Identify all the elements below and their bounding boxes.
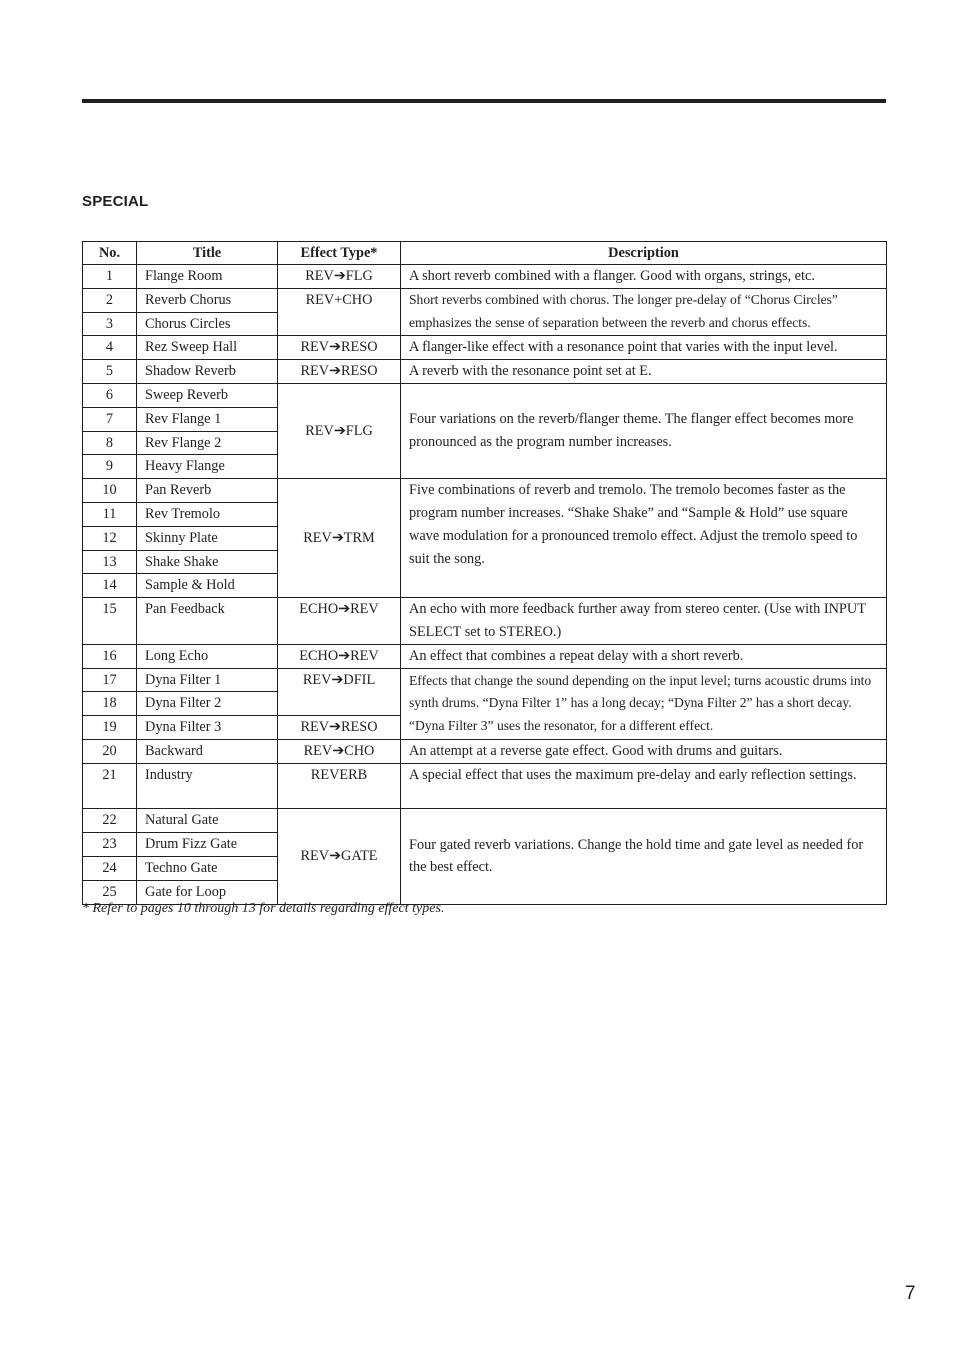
cell-title: Backward [137, 739, 278, 763]
cell-no: 1 [83, 265, 137, 289]
table-row [83, 763, 887, 809]
cell-title: Long Echo [137, 644, 278, 668]
cell-title: Dyna Filter 1 [137, 668, 278, 692]
table-row [83, 479, 887, 503]
cell-title: Drum Fizz Gate [137, 833, 278, 857]
cell-no: 23 [83, 833, 137, 857]
cell-no: 12 [83, 526, 137, 550]
table-row [83, 739, 887, 763]
cell-no: 19 [83, 716, 137, 740]
cell-no: 14 [83, 574, 137, 598]
table-row [83, 336, 887, 360]
cell-no: 2 [83, 288, 137, 312]
cell-no: 10 [83, 479, 137, 503]
section-heading: SPECIAL [82, 193, 149, 210]
cell-effect-type: REV➔TRM [278, 479, 401, 598]
cell-no: 16 [83, 644, 137, 668]
cell-effect-type: REV➔GATE [278, 809, 401, 904]
cell-description: A short reverb combined with a flanger. Good with organs, strings, etc. [401, 265, 887, 289]
cell-no: 9 [83, 455, 137, 479]
header-title: Title [137, 242, 278, 265]
cell-description: An attempt at a reverse gate effect. Good with drums and guitars. [401, 739, 887, 763]
header-no: No. [83, 242, 137, 265]
cell-effect-type: REV➔RESO [278, 360, 401, 384]
table-row [83, 383, 887, 407]
cell-no: 7 [83, 407, 137, 431]
cell-description: Four gated reverb variations. Change the hold time and gate level as needed for the best effect. [401, 809, 887, 904]
table-row [83, 668, 887, 692]
cell-effect-type: REV➔CHO [278, 739, 401, 763]
cell-no: 21 [83, 763, 137, 809]
cell-title: Pan Feedback [137, 598, 278, 645]
program-table [82, 241, 887, 905]
cell-description: A special effect that uses the maximum pre-delay and early reflection settings. [401, 763, 887, 809]
cell-effect-type: REV➔RESO [278, 336, 401, 360]
cell-title: Rez Sweep Hall [137, 336, 278, 360]
cell-no: 11 [83, 502, 137, 526]
cell-effect-type: ECHO➔REV [278, 644, 401, 668]
cell-no: 4 [83, 336, 137, 360]
cell-effect-type: REVERB [278, 763, 401, 809]
cell-title: Pan Reverb [137, 479, 278, 503]
table-row [83, 809, 887, 833]
cell-no: 6 [83, 383, 137, 407]
cell-no: 8 [83, 431, 137, 455]
cell-description: A reverb with the resonance point set at E. [401, 360, 887, 384]
table-row [83, 265, 887, 289]
cell-effect-type: REV➔DFIL [278, 668, 401, 716]
cell-description: Four variations on the reverb/flanger theme. The flanger effect becomes more pronounced as the program number increases. [401, 383, 887, 478]
cell-effect-type: ECHO➔REV [278, 598, 401, 645]
cell-no: 25 [83, 880, 137, 904]
footnote: * Refer to pages 10 through 13 for details regarding effect types. [82, 901, 445, 916]
cell-title: Reverb Chorus [137, 288, 278, 312]
cell-no: 3 [83, 312, 137, 336]
cell-description: Five combinations of reverb and tremolo. The tremolo becomes faster as the program number increases. “Shake Shake” and “Sample & Hold” use square wave modulation for a pronounced tremolo effect. Adjust the tremolo speed to suit the song. [401, 479, 887, 598]
table-header-row [83, 242, 887, 265]
cell-description: An echo with more feedback further away from stereo center. (Use with INPUT SELECT set to STEREO.) [401, 598, 887, 645]
cell-no: 20 [83, 739, 137, 763]
header-effect-type: Effect Type* [278, 242, 401, 265]
top-rule [82, 99, 886, 103]
cell-title: Rev Flange 2 [137, 431, 278, 455]
cell-title: Industry [137, 763, 278, 809]
cell-description: Short reverbs combined with chorus. The longer pre-delay of “Chorus Circles” emphasizes the sense of separation between the reverb and chorus effects. [401, 288, 887, 336]
table-row [83, 360, 887, 384]
cell-title: Flange Room [137, 265, 278, 289]
cell-no: 24 [83, 856, 137, 880]
cell-title: Natural Gate [137, 809, 278, 833]
page-number: 7 [905, 1283, 916, 1304]
table-row [83, 644, 887, 668]
cell-effect-type: REV➔FLG [278, 265, 401, 289]
cell-no: 5 [83, 360, 137, 384]
cell-effect-type: REV➔RESO [278, 716, 401, 740]
cell-description: A flanger-like effect with a resonance point that varies with the input level. [401, 336, 887, 360]
table-row [83, 598, 887, 645]
cell-title: Dyna Filter 3 [137, 716, 278, 740]
cell-no: 13 [83, 550, 137, 574]
cell-description: An effect that combines a repeat delay with a short reverb. [401, 644, 887, 668]
cell-title: Skinny Plate [137, 526, 278, 550]
cell-title: Sweep Reverb [137, 383, 278, 407]
cell-title: Sample & Hold [137, 574, 278, 598]
cell-title: Shadow Reverb [137, 360, 278, 384]
cell-title: Rev Tremolo [137, 502, 278, 526]
cell-no: 15 [83, 598, 137, 645]
table-row [83, 288, 887, 312]
cell-effect-type: REV➔FLG [278, 383, 401, 478]
cell-no: 22 [83, 809, 137, 833]
cell-title: Rev Flange 1 [137, 407, 278, 431]
cell-title: Shake Shake [137, 550, 278, 574]
cell-title: Techno Gate [137, 856, 278, 880]
cell-title: Chorus Circles [137, 312, 278, 336]
cell-no: 18 [83, 692, 137, 716]
cell-title: Dyna Filter 2 [137, 692, 278, 716]
cell-title: Gate for Loop [137, 880, 278, 904]
cell-no: 17 [83, 668, 137, 692]
header-description: Description [401, 242, 887, 265]
cell-effect-type: REV+CHO [278, 288, 401, 336]
cell-description: Effects that change the sound depending on the input level; turns acoustic drums into synth drums. “Dyna Filter 1” has a long decay; “Dyna Filter 2” has a short decay. “Dyna Filter 3” uses the resonator, for a different effect. [401, 668, 887, 739]
cell-title: Heavy Flange [137, 455, 278, 479]
